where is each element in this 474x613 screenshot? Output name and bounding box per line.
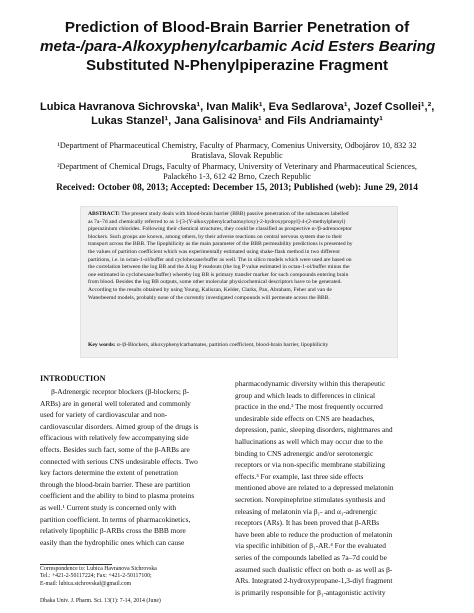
abstract-line: transport across the BBB. The lipophilicity as the main parameter of the BBB permeability predictions is presented by — [88, 241, 353, 248]
body-line: cardiovascular disorders. Aimed group of the drugs is — [40, 421, 199, 431]
title-line: Substituted N-Phenylpiperazine Fragment — [85, 57, 389, 74]
abstract-text: The present study deals with blood-brain barrier (BBB) passive penetration of the substances labelled — [121, 211, 349, 217]
abstract-line: piperazinium chlorides. Following their chemical structures, they could be classified as prospective α-/β-adrenoceptor — [88, 226, 352, 233]
body-line: binding to CNS adrenergic and/or serotonergic — [235, 448, 374, 458]
body-line: efficacious with relatively few accompanying side — [40, 433, 189, 443]
abstract-line: According to the results obtained by using Young, Kaliszan, Kelder, Clarks, Pan, Abraham, Feher and van de — [88, 286, 332, 293]
keywords — [88, 342, 388, 350]
affiliation-line: ¹Department of Pharmaceutical Chemistry, Faculty of Pharmacy, Comenius University, Odbojárov 10, 832 32 — [57, 141, 417, 150]
body-line: secretion. Norepinephrine stimulates synthesis and — [235, 494, 386, 504]
body-line: key factors determine the extent of penetration — [40, 468, 178, 478]
abstract-line: the values of partition coefficient which was experimentally estimated using shake-flask method in two different — [88, 248, 340, 255]
affiliation-line: ²Department of Chemical Drugs, Faculty of Pharmacy, University of Veterinary and Pharmaceutical Sciences, — [57, 161, 417, 171]
footnote-divider — [40, 564, 112, 565]
correspondence-line: Tel.: +421-2-50117224; Fax: +421-2-50117100; — [40, 573, 152, 580]
affiliation-line: Bratislava, Slovak Republic — [191, 151, 283, 161]
keywords-label: Key words: — [88, 342, 116, 348]
abstract-line — [88, 211, 388, 219]
publication-dates: Received: October 08, 2013; Accepted: December 15, 2013; Published (web): June 29, 2014 — [56, 183, 418, 193]
right-column-text — [235, 378, 433, 598]
body-line: depression, panic, sleeping disorders, nightmares and — [235, 425, 393, 435]
abstract — [88, 211, 388, 302]
authors-line: Lukas Stanzel¹, Jana Galisinova¹ and Fils Andriamainty¹ — [91, 115, 383, 127]
title-line: meta-/para-Alkoxyphenylcarbamic Acid Esters Bearing — [40, 38, 436, 55]
body-line: β-Adrenergic receptor blockers (β-blockers; β- — [40, 387, 190, 396]
journal-citation: Dhaka Univ. J. Pharm. Sci. 13(1): 7-14, 2014 (June) — [40, 598, 161, 604]
abstract-line: blockers. Such groups are known, among others, by their adverse reactions on central nervous system due to their — [88, 233, 343, 240]
correspondence-line: E-mail: lubica.sichrovskaf@gmail.com — [40, 580, 132, 587]
body-line: ARs. Integrated 2-hydroxypropane-1,3-diyl fragment — [235, 576, 393, 586]
abstract-line: the correlation between the log BB and the Δ log P readouts (the log P value estimated in octan-1-ol/buffer minus the — [88, 264, 350, 271]
keywords-text: α-/β-Blockers, alkoxyphenylcarbamates, partition coefficient, blood-brain barrier, lipophilicity — [116, 342, 329, 348]
body-line: receptors (ARs). It has been proved that β-ARBs — [235, 518, 380, 528]
affiliation-line: Palackého 1-3, 612 42 Brno, Czech Republic — [163, 172, 311, 182]
body-line: pharmacodynamic diversity within this therapeutic — [235, 379, 386, 388]
abstract-line: one estimated in cyclohexane/buffer) whereby log BB is primary transfer marker for such compounds entering brain — [88, 271, 349, 278]
body-line: mentioned above are related to a depressed melatonin — [235, 483, 394, 493]
body-line: coefficient and the ability to bind to plasma proteins — [40, 491, 195, 501]
abstract-line: Waterbeemd models, probably none of the currently investigated compounds will permeate across the BBB. — [88, 294, 330, 301]
body-line: easily than the hydrophilic ones which can cause — [40, 537, 185, 547]
body-line: is primarily responsible for β₁-antagonistic activity — [235, 587, 386, 597]
body-line: as well.¹ Current study is concerned only with — [40, 502, 177, 512]
body-line: assumed such dualistic effect on both α- as well as β- — [235, 564, 393, 574]
body-line: hallucinations as well which may occur due to the — [235, 436, 383, 446]
abstract-line: from blood. Besides the log BB outputs, some other molecular physicochemical descriptors have to be generated. — [88, 279, 342, 286]
body-line: series of the compounds labelled as 7a–7d could be — [235, 552, 387, 562]
body-line: releasing of melatonin via β₁- and α₁-adrenergic — [235, 506, 377, 516]
authors-line: Lubica Havranova Sichrovska¹, Ivan Malik¹, Eva Sedlarova¹, Jozef Csollei¹,², — [40, 101, 435, 113]
body-line: partition coefficient. In terms of pharmacokinetics, — [40, 514, 191, 524]
affiliations — [40, 141, 434, 183]
abstract-label: ABSTRACT: — [88, 211, 120, 217]
paper-title — [40, 18, 434, 75]
left-column-text — [40, 386, 238, 548]
correspondence-footnote — [40, 566, 240, 588]
body-line: through the blood-brain barrier. These are partition — [40, 479, 191, 489]
body-line: connected with serious CNS undesirable effects. Two — [40, 456, 198, 466]
body-line: effects. Besides such fact, some of the β-ARBs are — [40, 444, 190, 454]
body-line: used for variety of cardiovascular and non- — [40, 410, 168, 420]
body-line: undesirable side effects on CNS are headaches, — [235, 413, 375, 423]
body-line: effects.³ For example, last three side effects — [235, 471, 364, 481]
body-line: have been able to reduce the production of melatonin — [235, 529, 393, 539]
abstract-line: partitions, i.e. in octan-1-ol/buffer and cyclohexane/buffer as well. The in silico models which were used are based on — [88, 256, 352, 263]
body-line: receptors or via non-specific membrane stabilizing — [235, 460, 386, 470]
author-list — [40, 100, 434, 128]
body-line: group and which leads to differences in clinical — [235, 390, 376, 400]
body-line: relatively lipophilic β-ARBs cross the BBB more — [40, 526, 186, 536]
title-line: Prediction of Blood-Brain Barrier Penetration of — [64, 19, 410, 36]
body-line: via specific inhibition of β₁-AR.⁴ For the evaluated — [235, 541, 386, 551]
abstract-line: as 7a–7d and chemically referred to as 1-[3-(Y-alkoxyphenylcarbamoyloxy)-2-hydroxypropyl]-4-(2-methylphenyl) — [88, 218, 346, 225]
correspondence-line: Correspondence to: Lubica Havranova Sichrovska — [40, 566, 157, 572]
body-line: practice in the end.² The most frequently occurred — [235, 402, 383, 412]
body-line: ARBs) are in general well tolerated and commonly — [40, 398, 191, 408]
section-heading-introduction: INTRODUCTION — [40, 374, 106, 383]
